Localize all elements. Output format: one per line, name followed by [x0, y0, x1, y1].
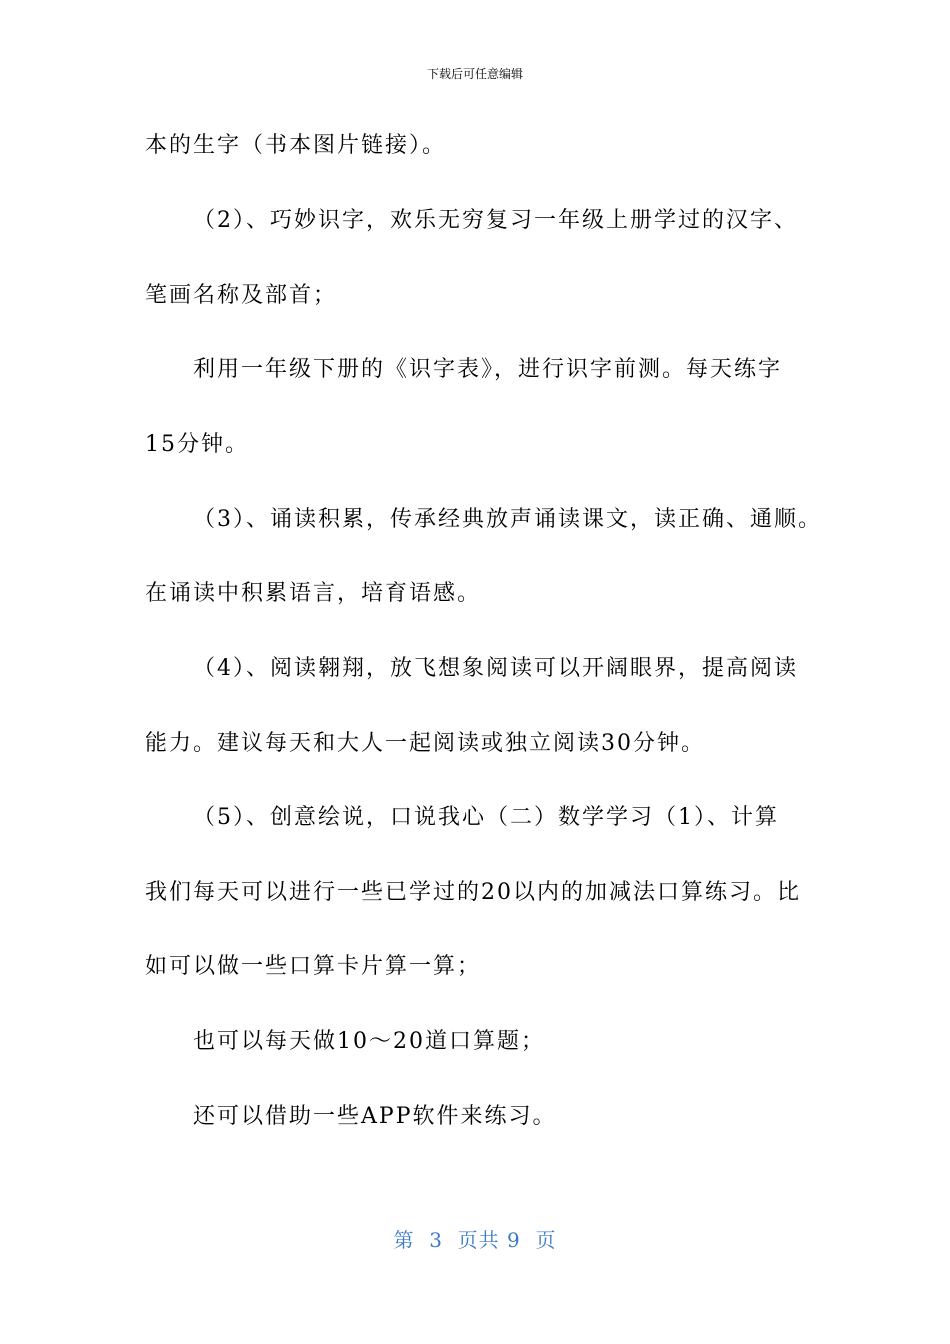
page-number-footer: 第 3 页共 9 页	[393, 1228, 557, 1252]
text-line-8: （4）、阅读翱翔，放飞想象阅读可以开阔眼界，提高阅读	[193, 656, 798, 681]
text-line-9: 能力。建议每天和大人一起阅读或独立阅读30分钟。	[145, 731, 705, 756]
text-line-4: 利用一年级下册的《识字表》，进行识字前测。每天练字	[193, 357, 783, 382]
text-line-11: 我们每天可以进行一些已学过的20以内的加减法口算练习。比	[145, 880, 801, 905]
page-header-note: 下载后可任意编辑	[426, 67, 523, 81]
text-line-13: 也可以每天做10～20道口算题；	[193, 1029, 545, 1054]
text-line-3: 笔画名称及部首；	[145, 283, 338, 308]
text-line-12: 如可以做一些口算卡片算一算；	[145, 954, 482, 979]
text-line-6: （3）、诵读积累，传承经典放声诵读课文，读正确、通顺。	[193, 507, 822, 532]
text-line-1: 本的生字（书本图片链接）。	[145, 133, 447, 158]
text-line-14: 还可以借助一些APP软件来练习。	[193, 1104, 557, 1129]
text-line-5: 15分钟。	[145, 432, 249, 457]
text-line-10: （5）、创意绘说，口说我心（二）数学学习（1）、计算	[193, 805, 779, 830]
text-line-7: 在诵读中积累语言，培育语感。	[145, 581, 482, 606]
text-line-2: （2）、巧妙识字，欢乐无穷复习一年级上册学过的汉字、	[193, 208, 798, 233]
